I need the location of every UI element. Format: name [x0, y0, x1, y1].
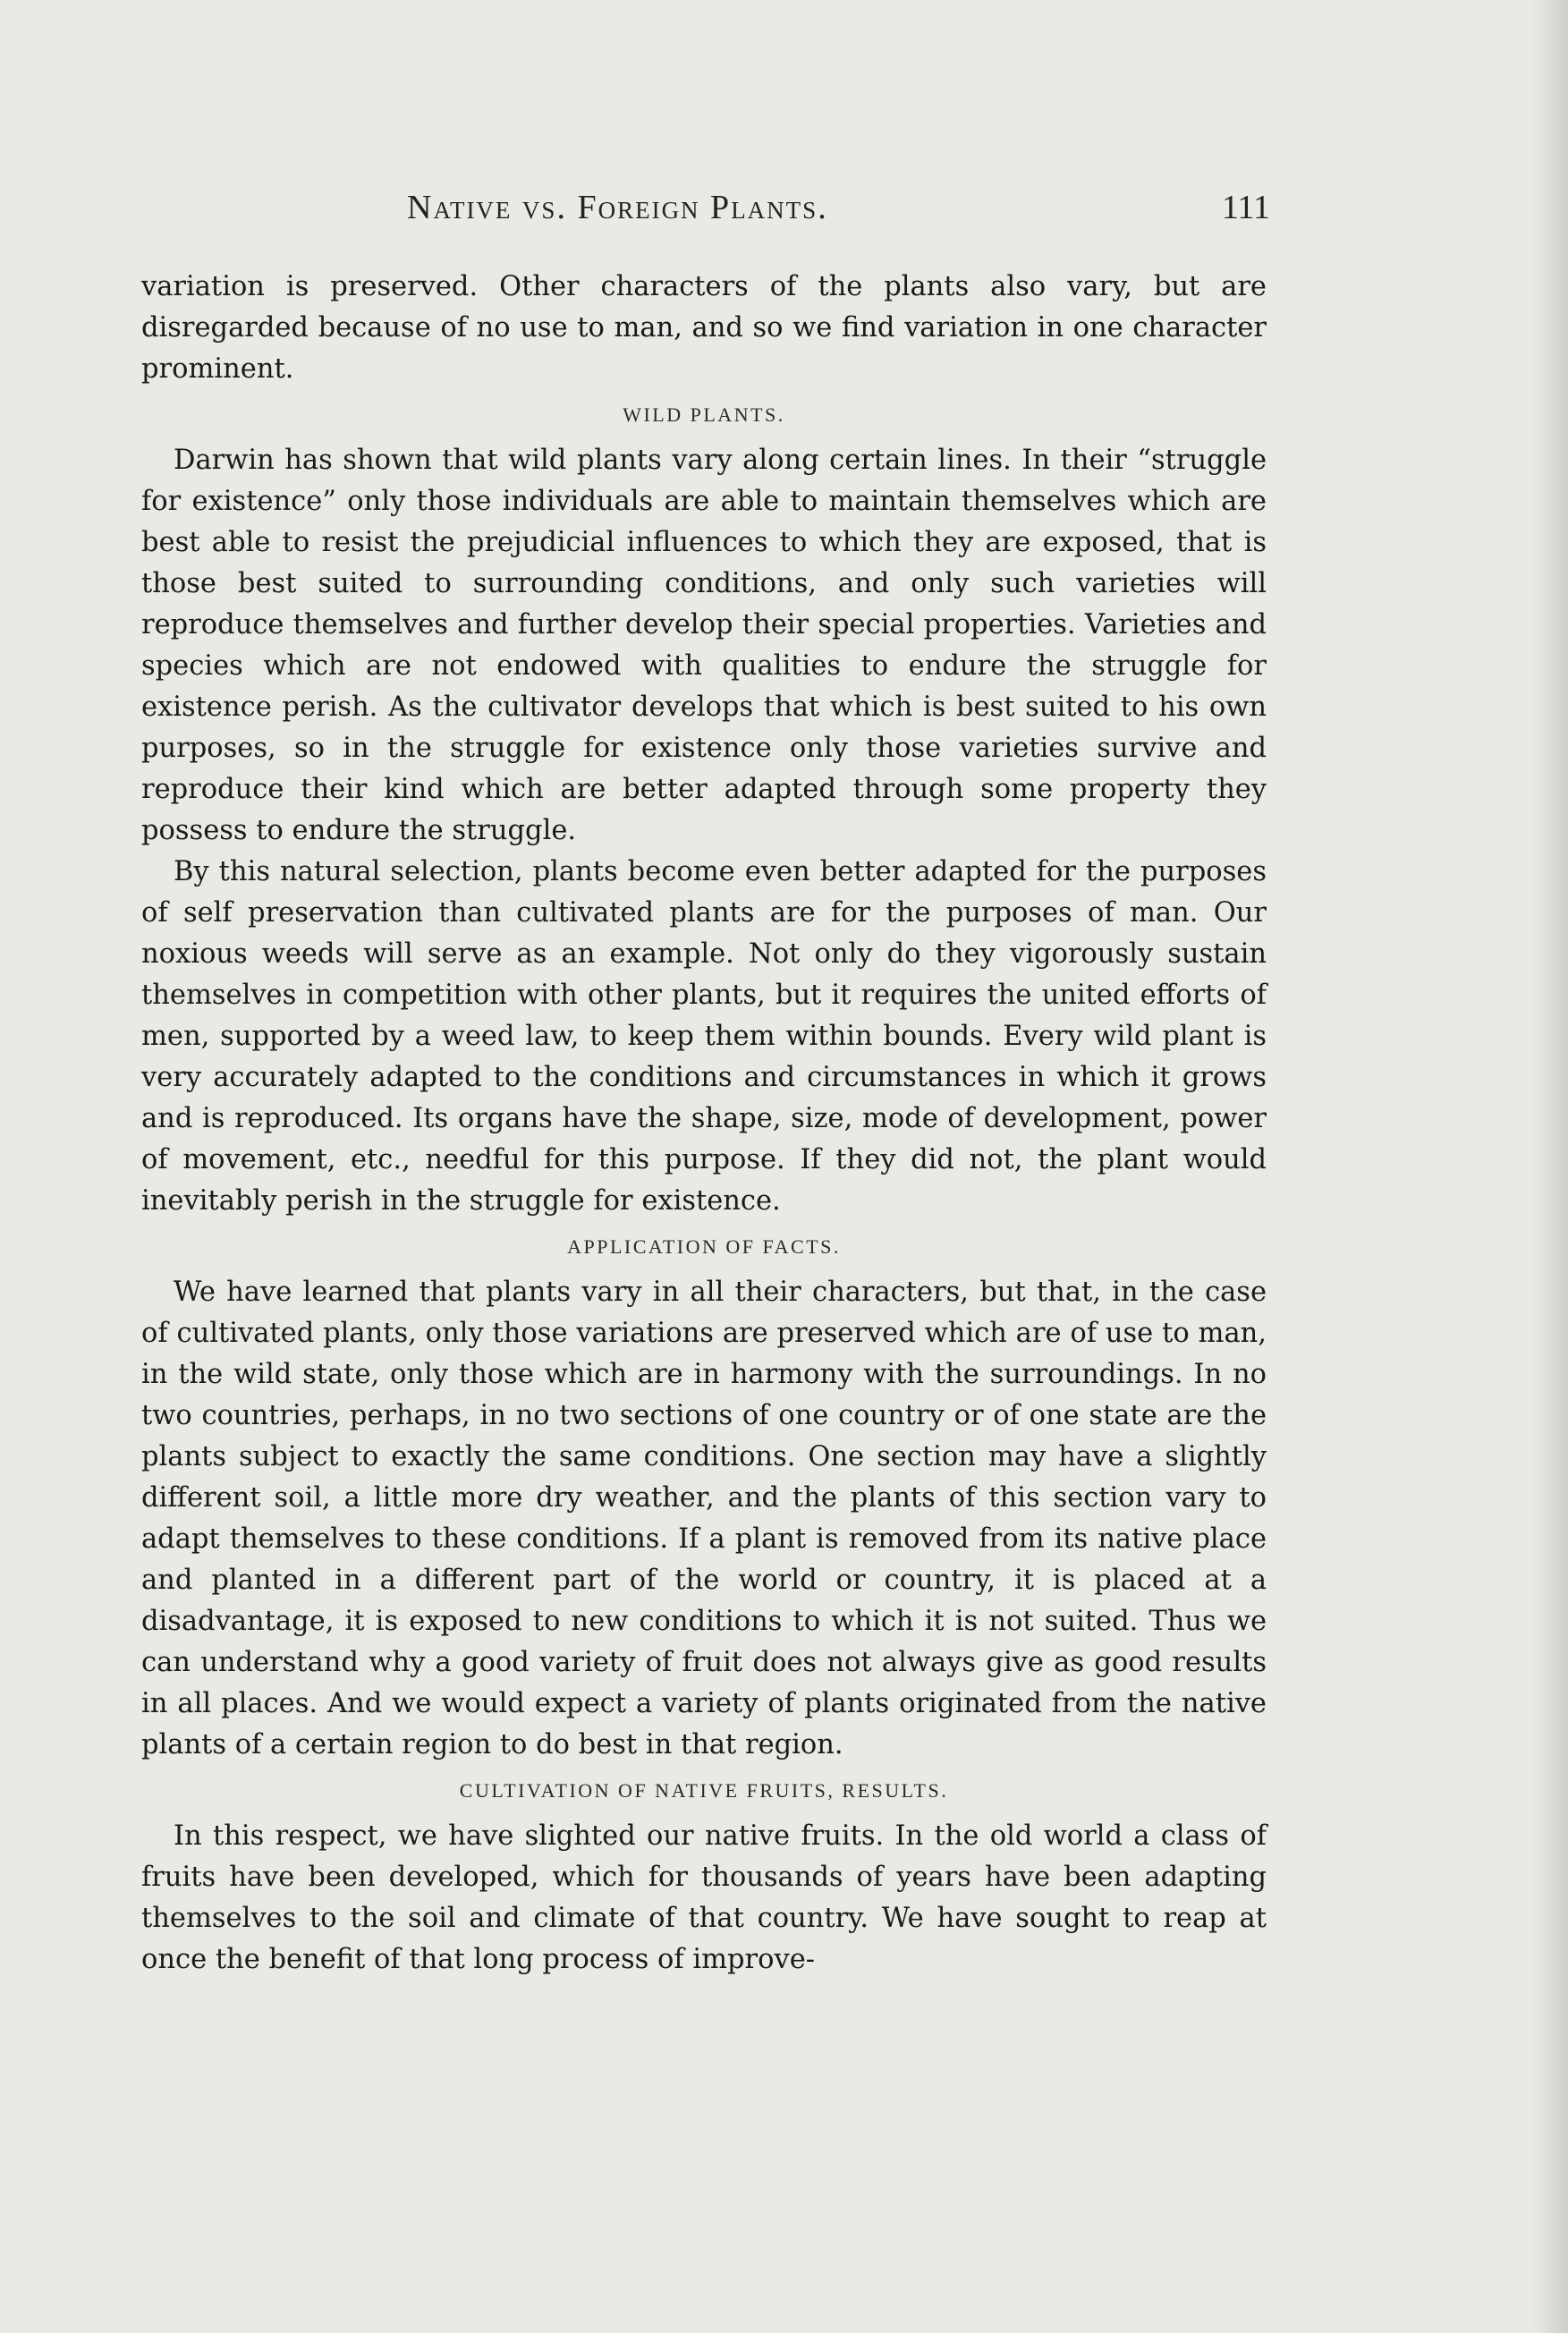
page-edge-shadow — [1532, 0, 1568, 2333]
section-heading-wild-plants: WILD PLANTS. — [623, 403, 785, 426]
paragraph: In this respect, we have slighted our native fruits. In the old world a class of fruits have been developed, which for thousands of years have been adapting themselves to the soil and climate of that country. We have sought to reap at once the benefit of that long process of improve- — [141, 1820, 1267, 1975]
body-text — [141, 267, 1267, 1981]
paragraph: By this natural selection, plants become even better adapted for the purposes of self preservation than cultivated plants are for the purposes of man. Our noxious weeds will serve as an example. Not only do they vigorously sustain themselves in competition with other plants, but it requires the united efforts of men, supported by a weed law, to keep them within bounds. Every wild plant is very accurately adapted to the conditions and circumstances in which it grows and is reproduced. Its organs have the shape, size, mode of development, power of movement, etc., needful for this purpose. If they did not, the plant would inevitably perish in the struggle for existence. — [141, 856, 1267, 1217]
running-header — [143, 188, 1270, 242]
section-heading-application-of-facts: APPLICATION OF FACTS. — [567, 1235, 841, 1258]
paragraph: We have learned that plants vary in all their characters, but that, in the case of cultivated plants, only those variations are preserved which are of use to man, in the wild state, only those which are in harmony with the surroundings. In no two countries, perhaps, in no two sections of one country or of one state are the plants subject to exactly the same conditions. One section may have a slightly different soil, a little more dry weather, and the plants of this section vary to adapt themselves to these conditions. If a plant is removed from its native place and planted in a different part of the world or country, it is placed at a disadvantage, it is exposed to new conditions to which it is not suited. Thus we can understand why a good variety of fruit does not always give as good results in all places. And we would expect a variety of plants originated from the native plants of a certain region to do best in that region. — [141, 1277, 1267, 1760]
opening-paragraph: variation is preserved. Other characters of the plants also vary, but are disregarded because of no use to man, and so we find variation in one character prominent. — [141, 271, 1267, 385]
running-title: Native vs. Foreign Plants. — [407, 189, 828, 226]
paragraph: Darwin has shown that wild plants vary along certain lines. In their “struggle for existence” only those individuals are able to maintain themselves which are best able to resist the prejudicial influences to which they are exposed, that is those best suited to surrounding conditions, and only such varieties will reproduce themselves and further develop their special properties. Varieties and species which are not endowed with qualities to endure the struggle for existence perish. As the cultivator develops that which is best suited to his own purposes, so in the struggle for existence only those varieties survive and reproduce their kind which are better adapted through some property they possess to endure the struggle. — [141, 445, 1267, 846]
section-heading-cultivation-of-native-fruits: CULTIVATION OF NATIVE FRUITS, RESULTS. — [459, 1779, 949, 1802]
page-number: 111 — [1221, 189, 1270, 226]
